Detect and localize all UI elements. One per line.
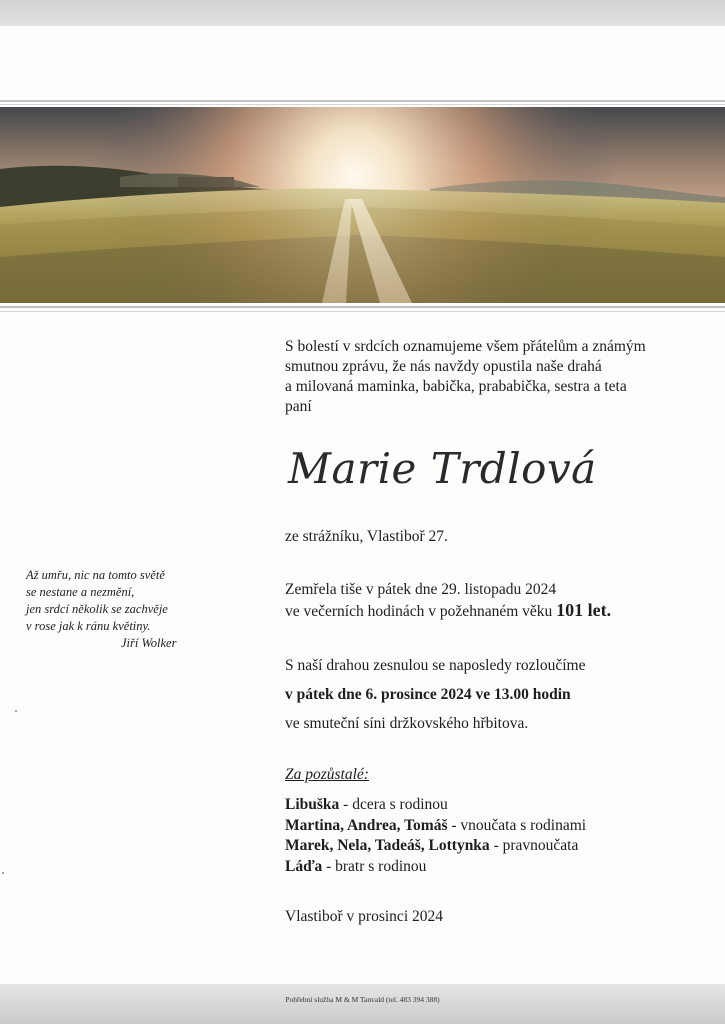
deceased-name: Marie Trdlová (288, 444, 597, 493)
death-age-text: ve večerních hodinách v požehnaném věku (285, 603, 553, 620)
death-age-line (285, 600, 715, 622)
mourners-list (285, 795, 715, 877)
farewell-place: ve smuteční síni držkovského hřbitova. (285, 715, 529, 732)
place-and-date: Vlastiboř v prosinci 2024 (285, 908, 443, 925)
death-date-line: Zemřela tiše v pátek dne 29. listopadu 2024 (285, 581, 557, 598)
poem-line: Až umřu, nic na tomto světě (26, 568, 165, 582)
poem-line: se nestane a nezmění, (26, 585, 135, 599)
announcement-text (285, 337, 710, 417)
death-notice (285, 580, 715, 622)
poem-line: jen srdcí několik se zachvěje (26, 602, 168, 616)
mourner-row (285, 836, 715, 857)
photo-bottom-rule-thin (0, 311, 725, 312)
mourner-relation: - vnoučata s rodinami (447, 816, 587, 834)
scan-speck (15, 710, 17, 712)
top-rule-thin (0, 104, 725, 105)
funeral-service-footer: Pohřební služba M & M Tanvald (tel. 483 394 388) (285, 995, 440, 1004)
scan-border-bottom (0, 984, 725, 1024)
announcement-line: a milovaná maminka, babička, prababička, sestra a teta (285, 378, 627, 395)
mourner-row (285, 857, 715, 878)
mourner-names: Láďa (285, 857, 323, 875)
mourner-names: Libuška (285, 796, 340, 813)
scan-speck (2, 872, 4, 874)
farewell-intro: S naší drahou zesnulou se naposledy rozloučíme (285, 657, 586, 674)
wheat-field-sunset-photo (0, 107, 725, 303)
mourner-relation: - bratr s rodinou (322, 857, 427, 875)
announcement-line: S bolestí v srdcích oznamujeme všem přátelům a známým (285, 338, 646, 355)
poem-author: Jiří Wolker (121, 636, 177, 650)
mourners-title: Za pozůstalé: (285, 766, 369, 783)
mourner-names: Martina, Andrea, Tomáš (285, 816, 448, 834)
poem (26, 567, 246, 652)
poem-line: v rose jak k ránu květiny. (26, 619, 151, 633)
deceased-address: ze strážníku, Vlastiboř 27. (285, 528, 448, 545)
mourner-names: Marek, Nela, Tadeáš, Lottynka (285, 837, 490, 854)
farewell-datetime: v pátek dne 6. prosince 2024 ve 13.00 hodin (285, 686, 571, 703)
scan-border-top (0, 0, 725, 26)
mourner-row (285, 795, 715, 816)
death-age: 101 let. (556, 600, 612, 620)
top-rule (0, 100, 725, 102)
mourner-row (285, 816, 715, 837)
mourner-relation: - dcera s rodinou (339, 796, 448, 813)
photo-bottom-rule (0, 306, 725, 308)
announcement-line: paní (285, 398, 312, 415)
announcement-line: smutnou zprávu, že nás navždy opustila naše drahá (285, 358, 602, 375)
mourner-relation: - pravnoučata (489, 837, 579, 854)
